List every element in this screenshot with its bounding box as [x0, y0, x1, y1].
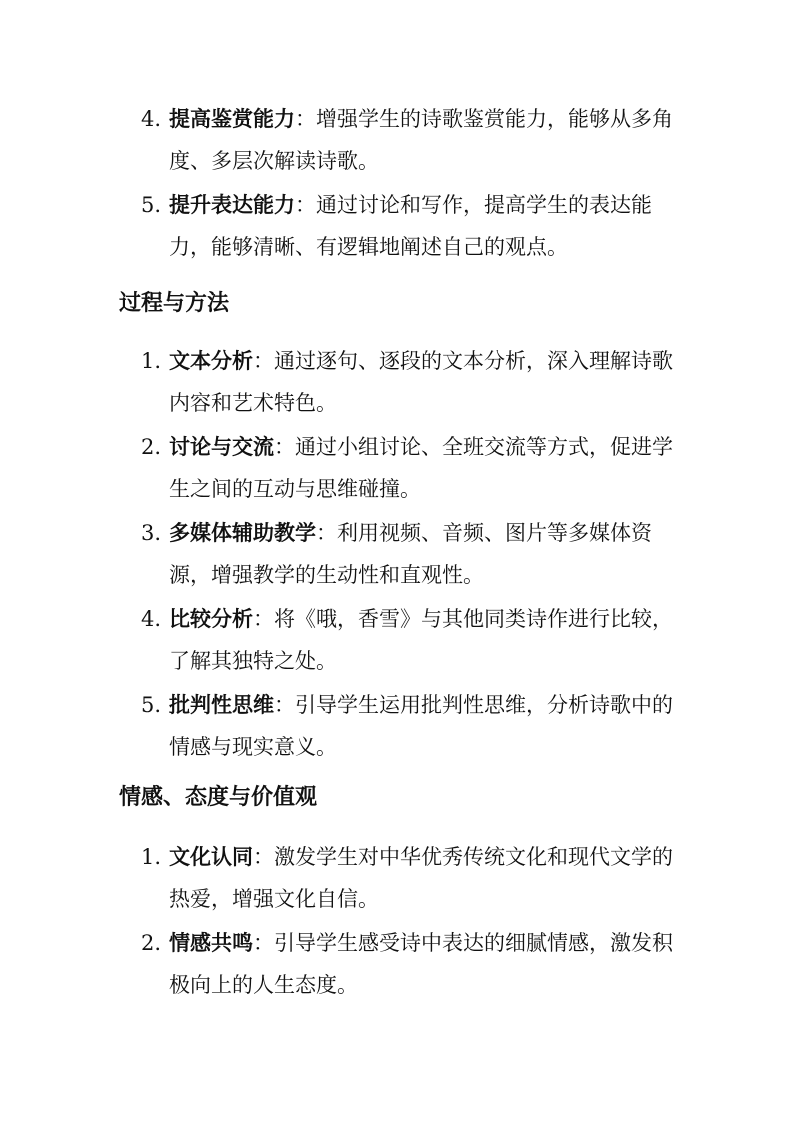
list-number: 5.: [141, 693, 162, 717]
list-colon: ：: [316, 521, 337, 545]
list-term: 比较分析: [169, 606, 253, 631]
list-text: 增强学生的诗歌鉴赏能力，能够从多角度、多层次解读诗歌。: [169, 107, 673, 173]
list-number: 4.: [141, 607, 162, 631]
list-text: 引导学生感受诗中表达的细腻情感，激发积极向上的人生态度。: [169, 931, 673, 997]
list-text: 通过小组讨论、全班交流等方式，促进学生之间的互动与思维碰撞。: [169, 435, 673, 501]
list-term: 批判性思维: [169, 692, 274, 717]
list-colon: ：: [253, 607, 274, 631]
list-term: 提升表达能力: [169, 192, 295, 217]
objectives-list-continued: [119, 98, 679, 270]
list-text: 将《哦，香雪》与其他同类诗作进行比较，了解其独特之处。: [169, 607, 673, 673]
process-list: [119, 340, 679, 770]
emotion-list: [119, 836, 679, 1008]
list-colon: ：: [295, 107, 316, 131]
list-term: 文化认同: [169, 844, 253, 869]
section-heading-process: 过程与方法: [119, 290, 230, 316]
list-item: [119, 512, 679, 596]
list-item: [119, 184, 679, 268]
list-colon: ：: [274, 693, 295, 717]
list-item: [119, 836, 679, 920]
list-text: 利用视频、音频、图片等多媒体资源，增强教学的生动性和直观性。: [169, 521, 652, 587]
list-colon: ：: [253, 349, 274, 373]
list-term: 讨论与交流: [169, 434, 274, 459]
list-text: 激发学生对中华优秀传统文化和现代文学的热爱，增强文化自信。: [169, 845, 673, 911]
list-item: [119, 684, 679, 768]
list-colon: ：: [253, 845, 274, 869]
list-number: 1.: [141, 845, 162, 869]
list-number: 2.: [141, 435, 162, 459]
list-item: [119, 340, 679, 424]
list-item: [119, 98, 679, 182]
section-heading-emotion: 情感、态度与价值观: [119, 784, 318, 810]
list-number: 1.: [141, 349, 162, 373]
list-term: 情感共鸣: [169, 930, 253, 955]
list-number: 4.: [141, 107, 162, 131]
list-item: [119, 922, 679, 1006]
list-item: [119, 426, 679, 510]
list-colon: ：: [274, 435, 295, 459]
list-term: 多媒体辅助教学: [169, 520, 316, 545]
list-colon: ：: [295, 193, 316, 217]
list-term: 提高鉴赏能力: [169, 106, 295, 131]
list-number: 5.: [141, 193, 162, 217]
list-colon: ：: [253, 931, 274, 955]
list-text: 引导学生运用批判性思维，分析诗歌中的情感与现实意义。: [169, 693, 673, 759]
list-number: 3.: [141, 521, 162, 545]
list-text: 通过讨论和写作，提高学生的表达能力，能够清晰、有逻辑地阐述自己的观点。: [169, 193, 652, 259]
list-term: 文本分析: [169, 348, 253, 373]
list-number: 2.: [141, 931, 162, 955]
list-text: 通过逐句、逐段的文本分析，深入理解诗歌内容和艺术特色。: [169, 349, 673, 415]
list-item: [119, 598, 679, 682]
